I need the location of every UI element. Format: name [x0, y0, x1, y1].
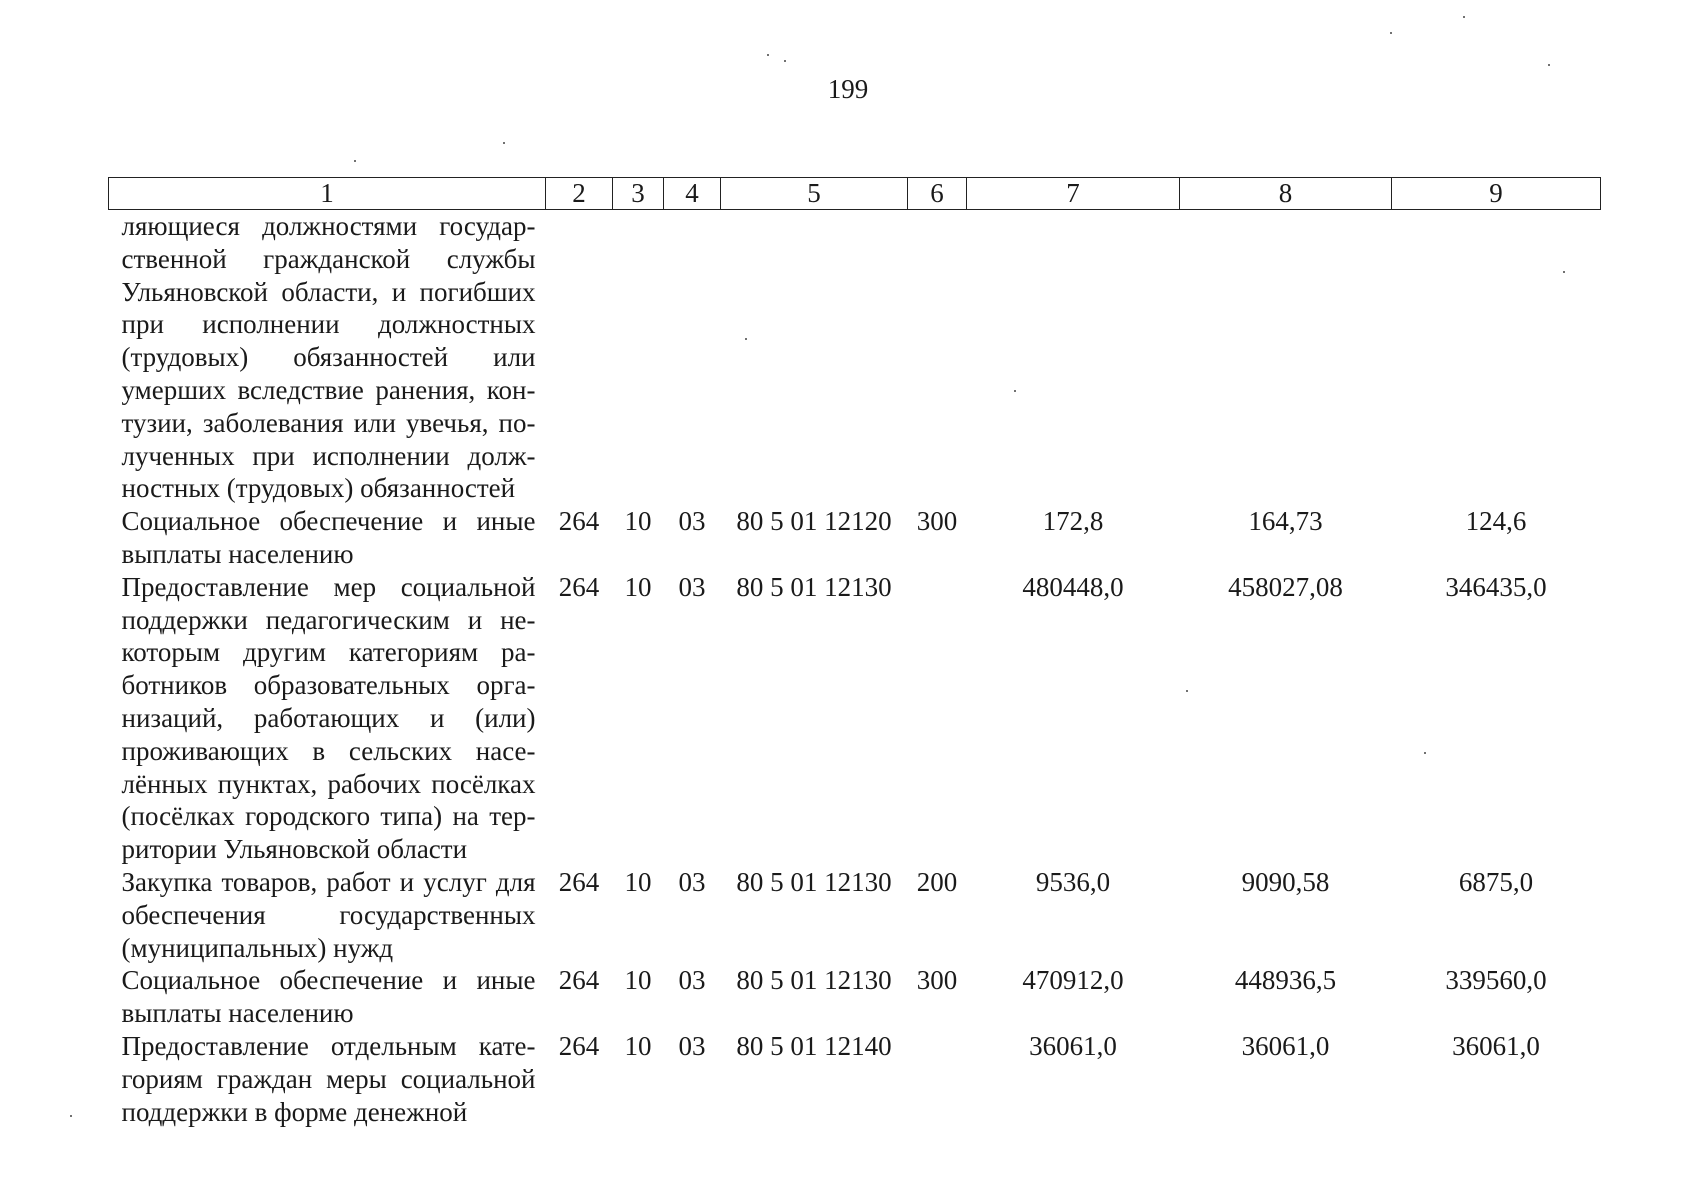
description-line: поддержки педагогическим и не-	[121, 604, 536, 635]
cell-amount-7: 9536,0	[1035, 866, 1111, 897]
description-line: ственной гражданской службы	[121, 243, 536, 274]
col-header-6: 6	[908, 178, 967, 210]
table-row	[109, 1030, 1601, 1128]
cell-expense-type: 300	[916, 506, 958, 537]
cell-expense-type	[908, 210, 967, 506]
table-row	[109, 210, 1601, 506]
row-description	[109, 1030, 546, 1128]
description-line: выплаты населению	[121, 538, 354, 569]
cell-ministry-code: 264	[558, 1030, 600, 1061]
budget-table	[108, 177, 1601, 1128]
col-header-2: 2	[546, 178, 613, 210]
description-line: выплаты населению	[121, 998, 354, 1029]
description-line: Ульяновской области, и погибших	[121, 276, 536, 307]
header-row	[109, 178, 1601, 210]
cell-amount-9: 36061,0	[1452, 1030, 1540, 1061]
table-row	[109, 505, 1601, 571]
row-description	[109, 866, 546, 964]
cell-expense-type	[908, 1030, 967, 1128]
description-line: Социальное обеспечение и иные	[121, 965, 536, 996]
cell-target-article	[721, 210, 908, 506]
cell-amount-7	[967, 210, 1180, 506]
description-line: Предоставление мер социальной	[121, 571, 536, 602]
cell-amount-8: 164,73	[1248, 506, 1323, 537]
cell-section: 10	[624, 1030, 652, 1061]
description-line: поддержки в форме денежной	[121, 1096, 468, 1127]
description-line: ностных (трудовых) обязанностей	[121, 473, 516, 504]
cell-ministry-code: 264	[558, 965, 600, 996]
col-header-1: 1	[109, 178, 546, 210]
cell-ministry-code: 264	[558, 571, 600, 602]
cell-amount-7: 480448,0	[1022, 571, 1124, 602]
col-header-9: 9	[1392, 178, 1601, 210]
cell-section	[613, 210, 664, 506]
scan-speck	[354, 160, 356, 162]
scan-speck	[1548, 64, 1550, 66]
scan-speck	[1186, 690, 1188, 692]
col-header-7: 7	[967, 178, 1180, 210]
cell-section: 10	[624, 965, 652, 996]
scan-speck	[503, 142, 505, 144]
cell-amount-8: 458027,08	[1228, 571, 1343, 602]
cell-amount-7: 470912,0	[1022, 965, 1124, 996]
cell-amount-9: 339560,0	[1445, 965, 1547, 996]
description-line: при исполнении должностных	[121, 309, 536, 340]
col-header-3: 3	[613, 178, 664, 210]
description-line: (трудовых) обязанностей или	[121, 342, 536, 373]
row-description	[109, 964, 546, 1030]
cell-expense-type: 300	[916, 965, 958, 996]
cell-subsection: 03	[678, 571, 706, 602]
description-line: (посёлках городского типа) на тер-	[121, 801, 536, 832]
cell-amount-9: 6875,0	[1458, 866, 1534, 897]
description-line: Закупка товаров, работ и услуг для	[121, 866, 536, 897]
cell-expense-type: 200	[916, 866, 958, 897]
scan-speck	[1424, 752, 1426, 754]
col-header-5: 5	[721, 178, 908, 210]
row-description	[109, 210, 546, 506]
row-description	[109, 505, 546, 571]
cell-subsection	[664, 210, 721, 506]
cell-amount-7: 172,8	[1042, 506, 1104, 537]
description-line: гориям граждан меры социальной	[121, 1063, 536, 1094]
description-line: умерших вследствие ранения, кон-	[121, 374, 536, 405]
description-line: лённых пунктах, рабочих посёлках	[121, 768, 536, 799]
scan-speck	[1014, 390, 1016, 392]
description-line: низаций, работающих и (или)	[121, 702, 536, 733]
description-line: ботников образовательных орга-	[121, 670, 536, 701]
table-body	[109, 210, 1601, 1129]
cell-target-article: 80 5 01 12140	[736, 1030, 892, 1061]
cell-amount-8	[1180, 210, 1392, 506]
cell-amount-9	[1392, 210, 1601, 506]
cell-target-article: 80 5 01 12120	[736, 506, 892, 537]
table-row	[109, 866, 1601, 964]
col-header-4: 4	[664, 178, 721, 210]
scan-speck	[1463, 16, 1465, 18]
cell-amount-8: 36061,0	[1241, 1030, 1330, 1061]
description-line: обеспечения государственных	[121, 899, 536, 930]
page-number: 199	[827, 74, 869, 104]
scan-speck	[1563, 271, 1565, 273]
cell-amount-7: 36061,0	[1029, 1030, 1117, 1061]
cell-subsection: 03	[678, 866, 706, 897]
scan-speck	[745, 338, 747, 340]
description-line: (муниципальных) нужд	[121, 932, 394, 963]
cell-section: 10	[624, 506, 652, 537]
cell-subsection: 03	[678, 506, 706, 537]
cell-section: 10	[624, 866, 652, 897]
description-line: проживающих в сельских насе-	[121, 735, 536, 766]
scan-speck	[767, 54, 769, 56]
description-line: которым другим категориям ра-	[121, 637, 536, 668]
cell-target-article: 80 5 01 12130	[736, 571, 892, 602]
cell-ministry-code: 264	[558, 866, 600, 897]
col-header-8: 8	[1180, 178, 1392, 210]
cell-expense-type	[908, 571, 967, 866]
description-line: ритории Ульяновской области	[121, 834, 468, 865]
table-row	[109, 571, 1601, 866]
description-line: Социальное обеспечение и иные	[121, 506, 536, 537]
description-line: лученных при исполнении долж-	[121, 440, 536, 471]
cell-target-article: 80 5 01 12130	[736, 965, 892, 996]
cell-amount-8: 9090,58	[1241, 866, 1330, 897]
cell-amount-8: 448936,5	[1234, 965, 1337, 996]
table-row	[109, 964, 1601, 1030]
cell-ministry-code: 264	[558, 506, 600, 537]
cell-target-article: 80 5 01 12130	[736, 866, 892, 897]
cell-subsection: 03	[678, 1030, 706, 1061]
description-line: ляющиеся должностями государ-	[121, 211, 536, 241]
cell-amount-9: 346435,0	[1445, 571, 1547, 602]
cell-amount-9: 124,6	[1465, 506, 1527, 537]
cell-subsection: 03	[678, 965, 706, 996]
cell-section: 10	[624, 571, 652, 602]
description-line: тузии, заболевания или увечья, по-	[121, 407, 536, 438]
scan-speck	[784, 60, 786, 62]
cell-ministry-code	[546, 210, 613, 506]
description-line: Предоставление отдельным кате-	[121, 1030, 536, 1061]
scan-speck	[70, 1115, 72, 1117]
scan-speck	[1390, 32, 1392, 34]
row-description	[109, 571, 546, 866]
